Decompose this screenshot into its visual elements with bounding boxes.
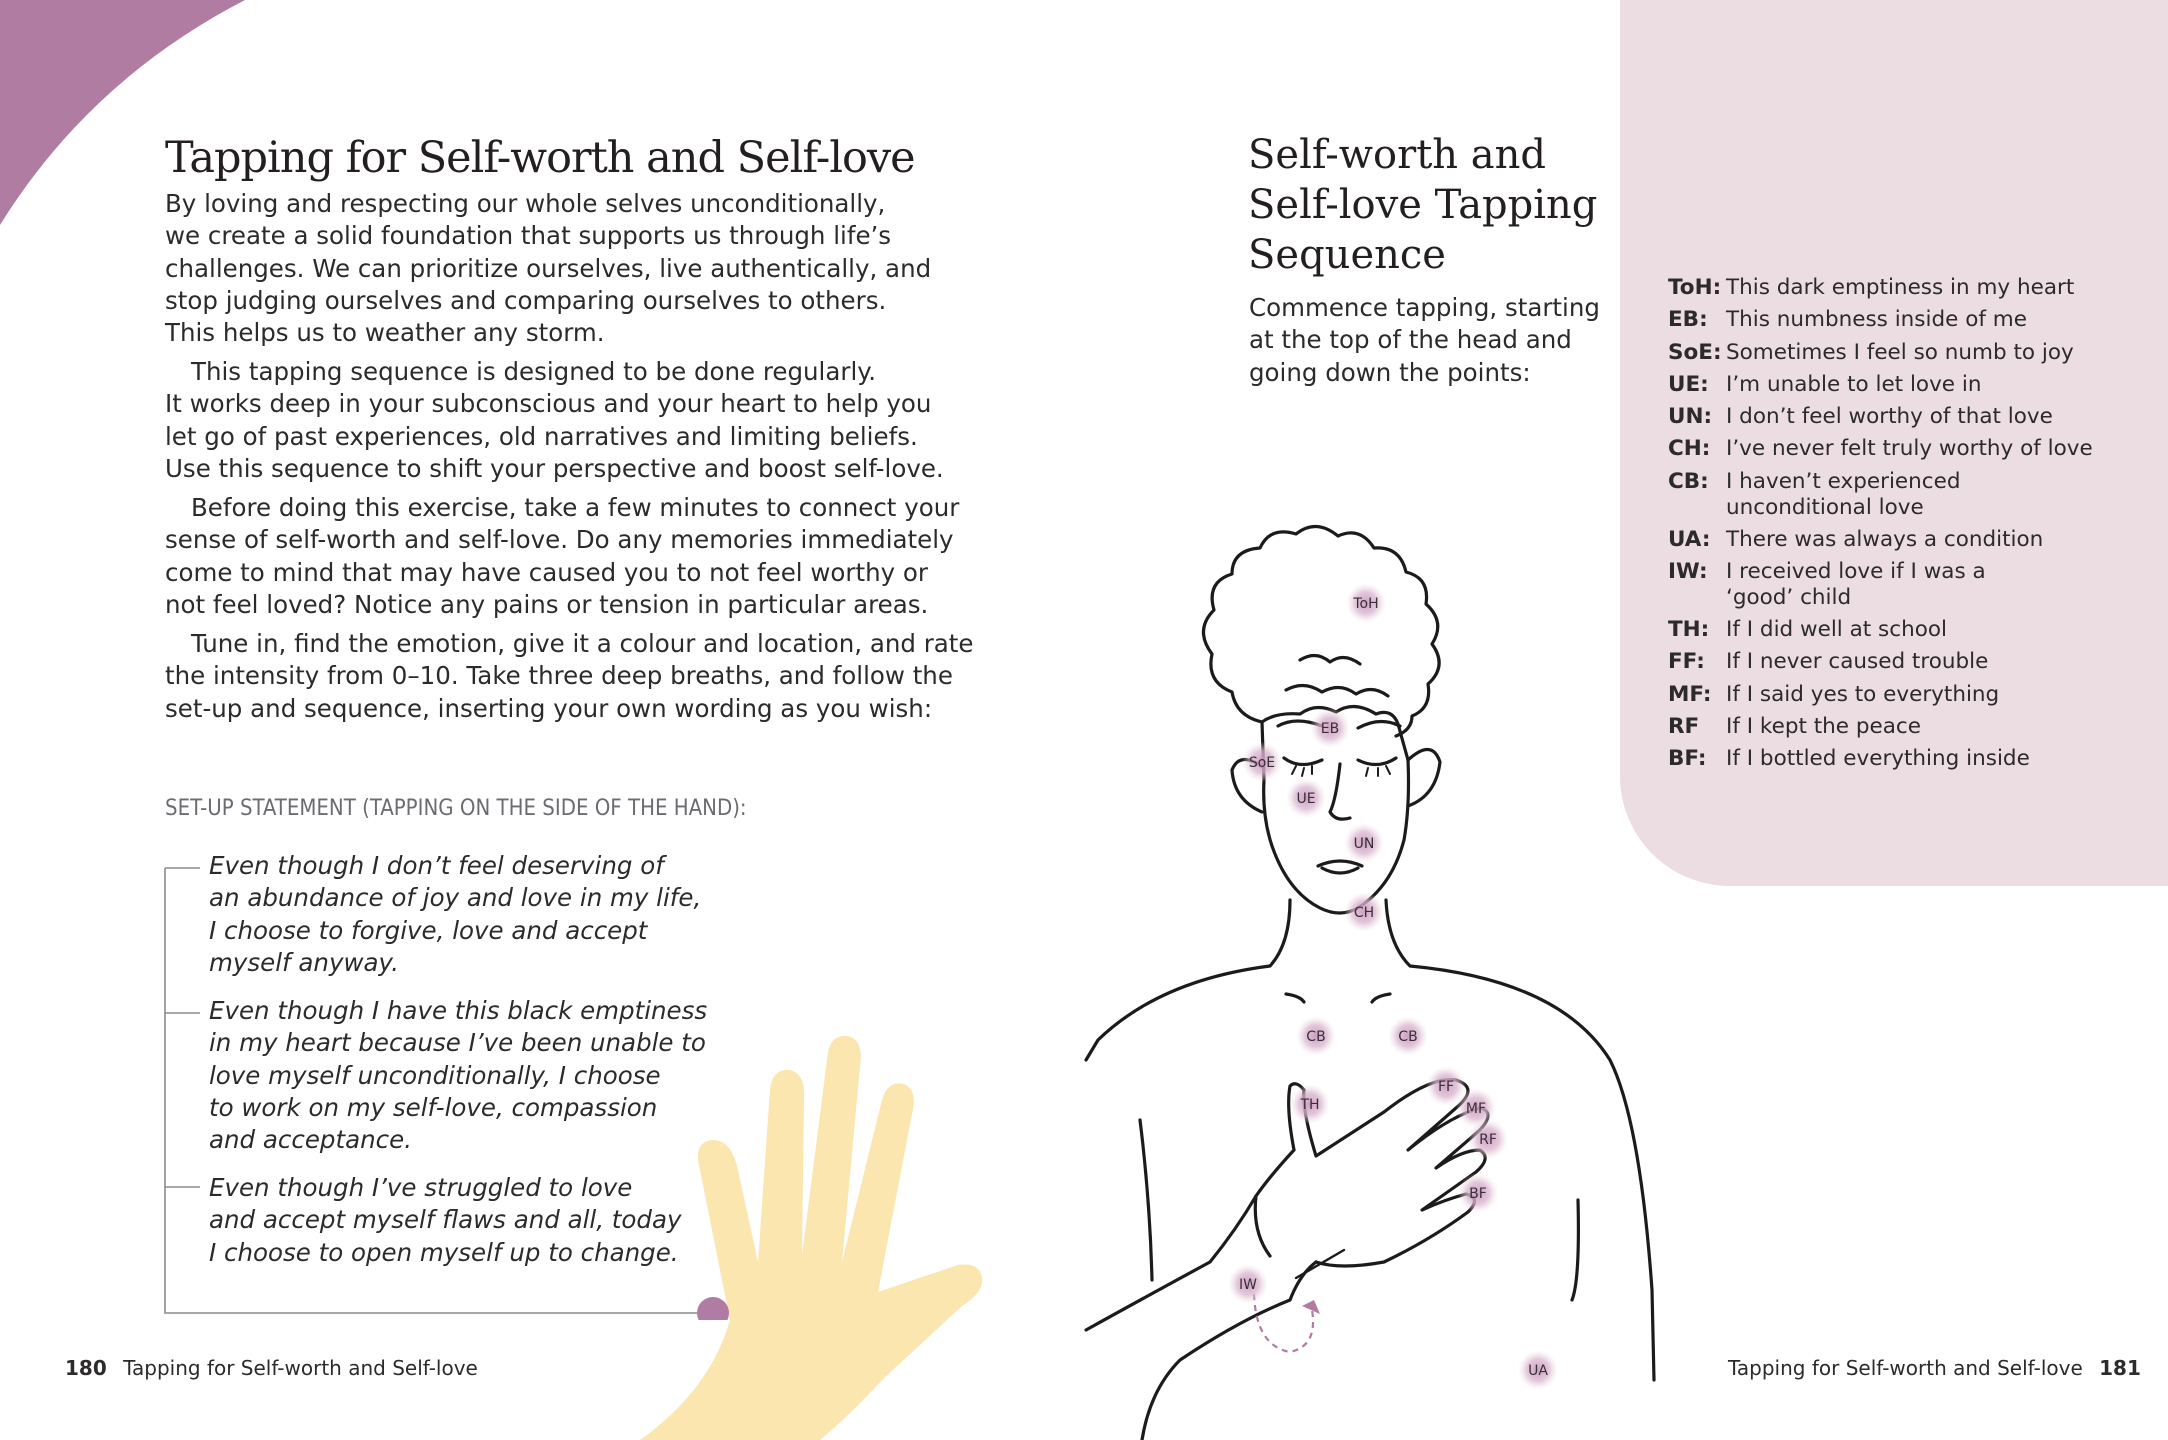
svg-text:CB: CB (1306, 1029, 1326, 1045)
intro-paragraph-4: Tune in, find the emotion, give it a colour and location, and rate the intensity from 0–10. Take three deep breaths, and follow the set-up and sequence, inserting your own wording as you wish: (165, 629, 974, 723)
svg-text:BF: BF (1469, 1186, 1487, 1202)
setup-heading: SET-UP STATEMENT (TAPPING ON THE SIDE OF THE HAND): (165, 796, 747, 821)
point-ua (1518, 1350, 1558, 1390)
svg-text:EB: EB (1320, 721, 1340, 737)
setup-statement-1: Even though I don’t feel deserving of an abundance of joy and love in my life, I choose to forgive, love and accept myself anyway. (209, 851, 702, 977)
page-title-right: Self-worth and Self-love Tapping Sequence (1248, 132, 1598, 278)
svg-text:ToH: ToH (1353, 596, 1379, 612)
svg-text:CH: CH (1353, 905, 1375, 921)
sequence-intro: Commence tapping, starting at the top of the head and going down the points: (1249, 293, 1600, 387)
svg-text:SoE: SoE (1248, 755, 1276, 771)
sequence-item-ch: CH: I’ve never felt truly worthy of love (1668, 436, 2093, 462)
svg-text:UE: UE (1296, 791, 1316, 807)
footer-left (65, 1356, 478, 1380)
point-ch (1344, 892, 1384, 932)
svg-text:FF: FF (1437, 1079, 1455, 1095)
sequence-item-mf: MF: If I said yes to everything (1668, 681, 2000, 707)
svg-text:TH: TH (1300, 1097, 1320, 1113)
sequence-item-un: UN: I don’t feel worthy of that love (1668, 404, 2053, 430)
point-ue (1286, 778, 1326, 818)
point-cb-right (1388, 1016, 1428, 1056)
sequence-item-ff: FF: If I never caused trouble (1668, 649, 1989, 675)
point-soe (1242, 742, 1282, 782)
intro-paragraph-1: By loving and respecting our whole selves unconditionally, we create a solid foundation that supports us through life’s challenges. We can prioritize ourselves, live authentically, and stop judging ourselves and comparing ourselves to others. This helps us to weather any storm. (165, 189, 932, 348)
point-cb-left (1296, 1016, 1336, 1056)
sequence-item-ue: UE: I’m unable to let love in (1668, 371, 1982, 397)
sequence-item-soe: SoE: Sometimes I feel so numb to joy (1668, 339, 2074, 365)
intro-paragraph-2: This tapping sequence is designed to be done regularly. It works deep in your subconscious and your heart to help you let go of past experiences, old narratives and limiting beliefs. Use this sequence to shift your perspective and boost self-love. (165, 357, 944, 483)
svg-text:MF: MF (1465, 1101, 1487, 1117)
intro-paragraph-3: Before doing this exercise, take a few minutes to connect your sense of self-worth and self-love. Do any memories immediately come to mind that may have caused you to not feel worthy or not feel loved? Notice any pains or tension in particular areas. (165, 493, 960, 619)
tapping-points-illustration (1060, 520, 1700, 1440)
setup-statement-2: Even though I have this black emptiness in my heart because I’ve been unable to love myself unconditionally, I choose to work on my self-love, compassion and acceptance. (209, 996, 708, 1155)
sequence-item-ua: UA: There was always a condition (1668, 526, 2044, 552)
point-th (1290, 1084, 1330, 1124)
footer-title-right: Tapping for Self-worth and Self-love (1728, 1356, 2083, 1380)
svg-text:UN: UN (1353, 836, 1375, 852)
page-title-left: Tapping for Self-worth and Self-love (165, 133, 915, 183)
point-rf (1468, 1119, 1508, 1159)
sequence-item-cb: CB: I haven’t experienced unconditional love (1668, 468, 1961, 520)
point-eb (1310, 708, 1350, 748)
point-iw (1228, 1264, 1268, 1304)
sequence-item-bf: BF: If I bottled everything inside (1668, 746, 2030, 772)
point-toh (1346, 583, 1386, 623)
point-un (1344, 823, 1384, 863)
setup-statement-3: Even though I’ve struggled to love and accept myself flaws and all, today I choose to open myself up to change. (209, 1173, 682, 1267)
svg-text:CB: CB (1398, 1029, 1418, 1045)
side-of-hand-point (697, 1297, 729, 1320)
page-number-left: 180 (65, 1356, 107, 1380)
point-bf (1458, 1173, 1498, 1213)
sequence-item-eb: EB: This numbness inside of me (1668, 307, 2027, 333)
hair-outline (1203, 526, 1439, 736)
page-number-right: 181 (2099, 1356, 2141, 1380)
svg-text:IW: IW (1239, 1277, 1257, 1293)
sequence-item-rf: RF If I kept the peace (1668, 713, 1921, 739)
footer-title-left: Tapping for Self-worth and Self-love (123, 1356, 478, 1380)
svg-text:UA: UA (1528, 1363, 1548, 1379)
sequence-item-th: TH: If I did well at school (1668, 617, 1947, 643)
sequence-item-toh: ToH: This dark emptiness in my heart (1668, 275, 2075, 300)
sequence-item-iw: IW: I received love if I was a ‘good’ child (1668, 559, 1986, 611)
svg-text:RF: RF (1479, 1132, 1497, 1148)
footer-right (1728, 1356, 2141, 1380)
tapping-sequence-list (1668, 272, 2093, 776)
